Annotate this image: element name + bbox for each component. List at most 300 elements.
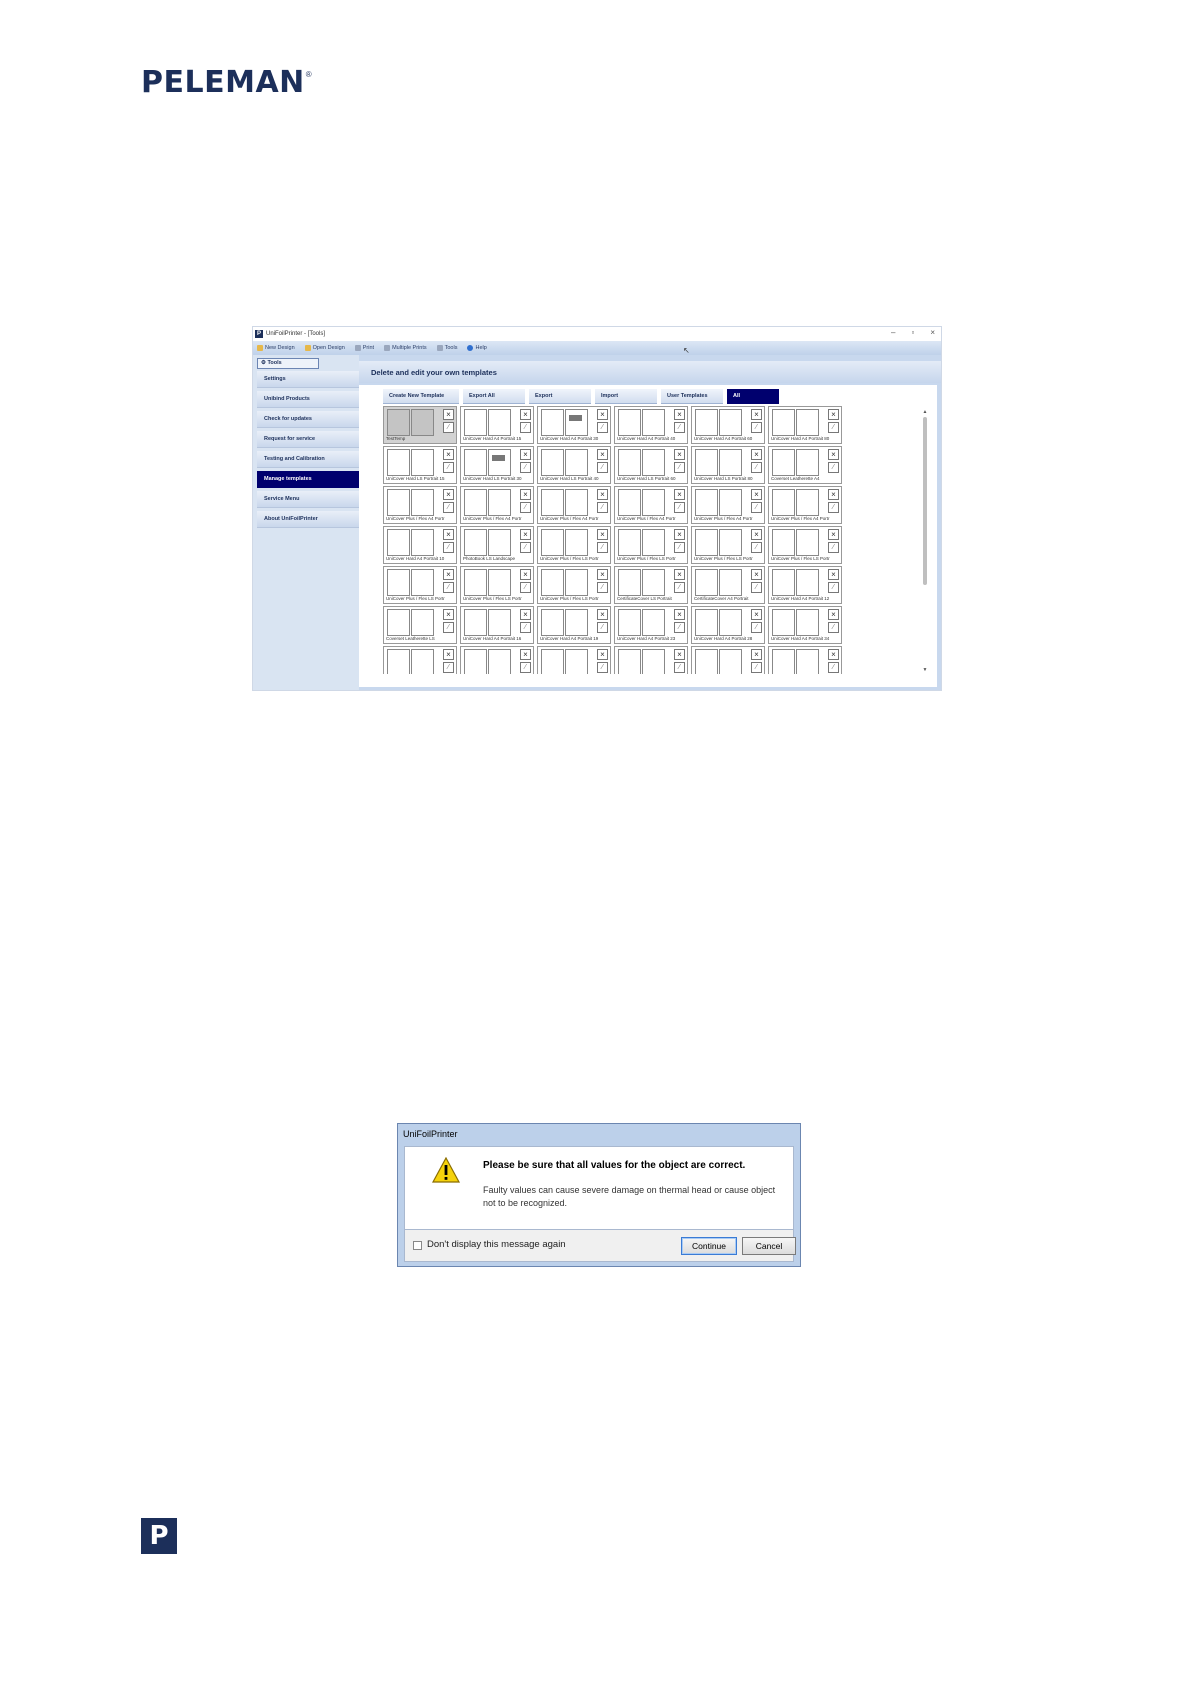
cover-page-right	[565, 529, 588, 556]
delete-template-icon[interactable]: ×	[674, 409, 685, 420]
continue-button[interactable]: Continue	[681, 1237, 737, 1255]
template-tile[interactable]	[614, 606, 688, 644]
cover-page-left	[541, 649, 564, 674]
cover-page-left	[387, 529, 410, 556]
template-label: UniCover Hard A4 Portrait 10	[386, 556, 445, 561]
menu-help[interactable]: Help	[467, 345, 486, 351]
cover-page-right	[796, 409, 819, 436]
minimize-icon[interactable]: –	[891, 328, 896, 337]
edit-template-icon[interactable]: ⁄	[751, 622, 762, 633]
content-heading: Delete and edit your own templates	[359, 361, 942, 383]
template-label: UniCover Hard A4 Portrait 12	[771, 596, 830, 601]
template-tile[interactable]	[691, 646, 765, 674]
templates-panel	[359, 385, 937, 687]
menu-bar	[253, 341, 941, 355]
mouse-cursor-icon: ↖	[683, 346, 690, 355]
edit-template-icon[interactable]: ⁄	[520, 662, 531, 673]
template-label: UniCover Hard A4 Portrait 28	[694, 636, 753, 641]
template-label: UniCover Hard A4 Portrait 15	[463, 436, 522, 441]
sidebar-item[interactable]: About UniFoilPrinter	[257, 511, 359, 528]
scrollbar[interactable]	[921, 409, 929, 673]
template-tile[interactable]	[383, 486, 457, 524]
template-tile[interactable]	[614, 646, 688, 674]
warning-icon	[432, 1157, 460, 1183]
cover-page-right	[719, 569, 742, 596]
delete-template-icon[interactable]: ×	[751, 649, 762, 660]
template-label: CertificateCover A4 Portrait	[694, 596, 749, 601]
cover-page-right	[488, 649, 511, 674]
template-tabs	[383, 389, 779, 404]
template-label: UniCover Hard LS Portrait 15	[386, 476, 445, 481]
edit-template-icon[interactable]: ⁄	[520, 502, 531, 513]
cover-page-right	[411, 609, 434, 636]
template-label: UniCover Hard A4 Portrait 30	[540, 436, 599, 441]
delete-template-icon[interactable]: ×	[597, 529, 608, 540]
edit-template-icon[interactable]: ⁄	[597, 662, 608, 673]
edit-template-icon[interactable]: ⁄	[597, 582, 608, 593]
delete-template-icon[interactable]: ×	[751, 489, 762, 500]
template-tile[interactable]	[768, 646, 842, 674]
cover-page-right	[796, 569, 819, 596]
cover-page-right	[796, 489, 819, 516]
template-tile[interactable]	[460, 606, 534, 644]
template-label: UniCover Plus / Flex LS Portr	[540, 556, 599, 561]
template-label: UniCover Plus / Flex LS Portr	[463, 596, 522, 601]
cover-page-right	[796, 449, 819, 476]
cover-page-right	[488, 449, 511, 476]
warning-dialog	[397, 1123, 801, 1267]
template-tile[interactable]	[537, 406, 611, 444]
delete-template-icon[interactable]: ×	[751, 409, 762, 420]
cover-page-left	[464, 449, 487, 476]
template-label: UniCover Plus / Flex A4 Portr	[386, 516, 445, 521]
cover-page-right	[796, 609, 819, 636]
template-tile[interactable]	[383, 646, 457, 674]
edit-template-icon[interactable]: ⁄	[828, 422, 839, 433]
delete-template-icon[interactable]: ×	[828, 489, 839, 500]
cover-page-left	[772, 569, 795, 596]
close-icon[interactable]: ×	[930, 328, 935, 337]
cover-page-left	[541, 449, 564, 476]
content-area	[359, 355, 942, 691]
cover-page-left	[772, 609, 795, 636]
template-tile[interactable]	[460, 446, 534, 484]
template-label: UniCover Plus / Flex A4 Portr	[617, 516, 676, 521]
cover-page-right	[565, 649, 588, 674]
delete-template-icon[interactable]: ×	[751, 449, 762, 460]
edit-template-icon[interactable]: ⁄	[597, 622, 608, 633]
cover-page-left	[618, 609, 641, 636]
delete-template-icon[interactable]: ×	[751, 569, 762, 580]
template-tile[interactable]	[383, 526, 457, 564]
cover-page-right	[642, 569, 665, 596]
cover-page-left	[464, 409, 487, 436]
cover-page-left	[695, 529, 718, 556]
template-tile[interactable]	[383, 406, 457, 444]
window-title: UniFoilPrinter - [Tools]	[266, 331, 326, 337]
template-tile[interactable]	[460, 526, 534, 564]
cover-page-right	[719, 489, 742, 516]
delete-template-icon[interactable]: ×	[597, 409, 608, 420]
template-tile[interactable]	[768, 526, 842, 564]
menu-tools[interactable]: Tools	[437, 345, 458, 351]
cover-page-right	[642, 609, 665, 636]
template-tile[interactable]	[614, 486, 688, 524]
delete-template-icon[interactable]: ×	[443, 489, 454, 500]
help-icon	[467, 345, 473, 351]
delete-template-icon[interactable]: ×	[674, 569, 685, 580]
edit-template-icon[interactable]: ⁄	[751, 502, 762, 513]
scrollbar-thumb[interactable]	[923, 417, 927, 585]
delete-template-icon[interactable]: ×	[674, 529, 685, 540]
sidebar-item[interactable]: Settings	[257, 371, 359, 388]
edit-template-icon[interactable]: ⁄	[751, 662, 762, 673]
logo-text: PELEMAN	[141, 65, 305, 100]
template-tile[interactable]	[768, 486, 842, 524]
template-tile[interactable]	[537, 446, 611, 484]
cover-page-left	[772, 649, 795, 674]
delete-template-icon[interactable]: ×	[520, 449, 531, 460]
cover-page-left	[387, 449, 410, 476]
cover-page-left	[387, 409, 410, 436]
cancel-button[interactable]: Cancel	[742, 1237, 796, 1255]
app-window-screenshot	[252, 326, 942, 691]
cover-page-left	[772, 409, 795, 436]
dont-display-checkbox[interactable]	[413, 1241, 422, 1250]
edit-template-icon[interactable]: ⁄	[674, 422, 685, 433]
delete-template-icon[interactable]: ×	[443, 529, 454, 540]
delete-template-icon[interactable]: ×	[443, 649, 454, 660]
title-bar	[253, 327, 941, 341]
delete-template-icon[interactable]: ×	[828, 409, 839, 420]
delete-template-icon[interactable]: ×	[520, 569, 531, 580]
template-label: UniCover Hard A4 Portrait 16	[463, 636, 522, 641]
cover-page-left	[618, 569, 641, 596]
sidebar-item[interactable]: Request for service	[257, 431, 359, 448]
template-tile[interactable]	[768, 406, 842, 444]
cover-page-left	[695, 489, 718, 516]
template-tile[interactable]	[691, 526, 765, 564]
sidebar-item[interactable]: Unibind Products	[257, 391, 359, 408]
cover-page-right	[719, 529, 742, 556]
delete-template-icon[interactable]: ×	[674, 609, 685, 620]
app-icon: P	[256, 331, 261, 337]
template-label: TestTemp	[386, 436, 406, 441]
cover-page-right	[488, 609, 511, 636]
template-tile[interactable]	[383, 566, 457, 604]
cover-page-left	[695, 409, 718, 436]
edit-template-icon[interactable]: ⁄	[443, 502, 454, 513]
cover-page-left	[618, 409, 641, 436]
menu-new-design[interactable]: New Design	[257, 345, 295, 351]
edit-template-icon[interactable]: ⁄	[443, 582, 454, 593]
template-tile[interactable]	[460, 646, 534, 674]
cover-page-left	[772, 529, 795, 556]
dialog-title: UniFoilPrinter	[403, 1129, 458, 1139]
logo-registered-mark: ®	[305, 70, 312, 79]
cover-page-left	[618, 529, 641, 556]
cover-page-left	[618, 649, 641, 674]
peleman-p-mark: P	[141, 1518, 177, 1554]
scroll-up-icon[interactable]: ▲	[922, 409, 928, 415]
template-tile[interactable]	[537, 606, 611, 644]
edit-template-icon[interactable]: ⁄	[674, 582, 685, 593]
template-tile[interactable]	[383, 446, 457, 484]
cover-page-left	[541, 489, 564, 516]
template-label: Coverset Leatherette A4	[771, 476, 820, 481]
edit-template-icon[interactable]: ⁄	[443, 662, 454, 673]
template-label: PhotoBook LS Landscape	[463, 556, 516, 561]
template-tab[interactable]: User Templates	[661, 389, 723, 404]
delete-template-icon[interactable]: ×	[443, 449, 454, 460]
edit-template-icon[interactable]: ⁄	[520, 422, 531, 433]
dialog-message: Please be sure that all values for the object are correct.	[483, 1160, 746, 1171]
template-tile[interactable]	[768, 606, 842, 644]
template-tile[interactable]	[614, 526, 688, 564]
cover-page-right	[719, 449, 742, 476]
dialog-footer	[404, 1230, 794, 1262]
template-label: UniCover Hard A4 Portrait 23	[617, 636, 676, 641]
cover-page-right	[719, 609, 742, 636]
delete-template-icon[interactable]: ×	[443, 569, 454, 580]
delete-template-icon[interactable]: ×	[597, 449, 608, 460]
delete-template-icon[interactable]: ×	[751, 529, 762, 540]
cover-page-left	[464, 529, 487, 556]
template-tile[interactable]	[691, 446, 765, 484]
delete-template-icon[interactable]: ×	[828, 569, 839, 580]
cover-page-left	[464, 569, 487, 596]
template-label: UniCover Hard A4 Portrait 34	[771, 636, 830, 641]
cover-page-left	[541, 529, 564, 556]
peleman-logo	[141, 66, 312, 100]
edit-template-icon[interactable]: ⁄	[828, 662, 839, 673]
edit-template-icon[interactable]: ⁄	[828, 582, 839, 593]
edit-template-icon[interactable]: ⁄	[520, 622, 531, 633]
edit-template-icon[interactable]: ⁄	[828, 542, 839, 553]
template-tile[interactable]	[614, 566, 688, 604]
cover-page-right	[488, 529, 511, 556]
foil-area	[569, 415, 582, 421]
template-label: UniCover Plus / Flex A4 Portr	[771, 516, 830, 521]
maximize-icon[interactable]: ▫	[911, 328, 915, 337]
sidebar-item[interactable]: Manage templates	[257, 471, 359, 488]
delete-template-icon[interactable]: ×	[828, 649, 839, 660]
delete-template-icon[interactable]: ×	[828, 449, 839, 460]
delete-template-icon[interactable]: ×	[597, 649, 608, 660]
edit-template-icon[interactable]: ⁄	[443, 462, 454, 473]
edit-template-icon[interactable]: ⁄	[597, 502, 608, 513]
cover-page-left	[695, 449, 718, 476]
cover-page-right	[565, 609, 588, 636]
template-tile[interactable]	[537, 566, 611, 604]
cover-page-left	[387, 649, 410, 674]
cover-page-right	[488, 569, 511, 596]
template-tile[interactable]	[691, 406, 765, 444]
cover-page-right	[642, 649, 665, 674]
template-label: UniCover Hard A4 Portrait 40	[617, 436, 676, 441]
template-tile[interactable]	[537, 646, 611, 674]
template-tile[interactable]	[768, 446, 842, 484]
cover-page-right	[642, 529, 665, 556]
template-label: UniCover Hard LS Portrait 60	[617, 476, 676, 481]
template-tile[interactable]	[691, 606, 765, 644]
cover-page-left	[464, 609, 487, 636]
cover-page-left	[695, 609, 718, 636]
template-tile[interactable]	[460, 406, 534, 444]
cover-page-left	[387, 609, 410, 636]
edit-template-icon[interactable]: ⁄	[674, 462, 685, 473]
cover-page-left	[541, 409, 564, 436]
edit-template-icon[interactable]: ⁄	[597, 422, 608, 433]
delete-template-icon[interactable]: ×	[751, 609, 762, 620]
cover-page-right	[411, 649, 434, 674]
template-label: UniCover Plus / Flex A4 Portr	[694, 516, 753, 521]
menu-multiple-prints[interactable]: Multiple Prints	[384, 345, 427, 351]
cover-page-right	[796, 649, 819, 674]
delete-template-icon[interactable]: ×	[674, 449, 685, 460]
edit-template-icon[interactable]: ⁄	[828, 502, 839, 513]
template-tile[interactable]	[691, 566, 765, 604]
cover-page-right	[488, 489, 511, 516]
dont-display-label: Don't display this message again	[427, 1239, 566, 1250]
delete-template-icon[interactable]: ×	[520, 409, 531, 420]
edit-template-icon[interactable]: ⁄	[520, 542, 531, 553]
delete-template-icon[interactable]: ×	[674, 649, 685, 660]
sidebar-item[interactable]: Service Menu	[257, 491, 359, 508]
cover-page-left	[695, 649, 718, 674]
template-tile[interactable]	[460, 566, 534, 604]
menu-print[interactable]: Print	[355, 345, 374, 351]
template-tile[interactable]	[691, 486, 765, 524]
template-tile[interactable]	[383, 606, 457, 644]
delete-template-icon[interactable]: ×	[520, 529, 531, 540]
edit-template-icon[interactable]: ⁄	[751, 582, 762, 593]
cover-page-left	[618, 489, 641, 516]
edit-template-icon[interactable]: ⁄	[674, 542, 685, 553]
template-label: UniCover Plus / Flex LS Portr	[617, 556, 676, 561]
edit-template-icon[interactable]: ⁄	[751, 542, 762, 553]
multiple-prints-icon	[384, 345, 390, 351]
edit-template-icon[interactable]: ⁄	[751, 462, 762, 473]
template-tab[interactable]: Create New Template	[383, 389, 459, 404]
delete-template-icon[interactable]: ×	[443, 609, 454, 620]
template-label: UniCover Plus / Flex LS Portr	[540, 596, 599, 601]
edit-template-icon[interactable]: ⁄	[520, 582, 531, 593]
cover-page-right	[796, 529, 819, 556]
template-tab[interactable]: Export All	[463, 389, 525, 404]
cover-page-right	[719, 409, 742, 436]
cover-page-right	[411, 569, 434, 596]
cover-page-left	[772, 489, 795, 516]
template-tab[interactable]: Export	[529, 389, 591, 404]
delete-template-icon[interactable]: ×	[674, 489, 685, 500]
edit-template-icon[interactable]: ⁄	[674, 622, 685, 633]
edit-template-icon[interactable]: ⁄	[828, 622, 839, 633]
delete-template-icon[interactable]: ×	[597, 489, 608, 500]
print-icon	[355, 345, 361, 351]
cover-page-right	[642, 489, 665, 516]
template-label: UniCover Plus / Flex A4 Portr	[463, 516, 522, 521]
cover-page-right	[411, 489, 434, 516]
cover-page-right	[565, 569, 588, 596]
delete-template-icon[interactable]: ×	[520, 489, 531, 500]
template-label: UniCover Plus / Flex LS Portr	[694, 556, 753, 561]
edit-template-icon[interactable]: ⁄	[674, 502, 685, 513]
cover-page-right	[642, 409, 665, 436]
delete-template-icon[interactable]: ×	[520, 649, 531, 660]
cover-page-left	[541, 609, 564, 636]
cover-page-left	[618, 449, 641, 476]
template-tile[interactable]	[460, 486, 534, 524]
template-label: UniCover Hard A4 Portrait 80	[771, 436, 830, 441]
template-tab[interactable]: Import	[595, 389, 657, 404]
template-label: CertificateCover LS Portrait	[617, 596, 672, 601]
delete-template-icon[interactable]: ×	[828, 529, 839, 540]
menu-open-design[interactable]: Open Design	[305, 345, 345, 351]
edit-template-icon[interactable]: ⁄	[520, 462, 531, 473]
delete-template-icon[interactable]: ×	[597, 569, 608, 580]
template-tile[interactable]	[768, 566, 842, 604]
template-tile[interactable]	[537, 486, 611, 524]
edit-template-icon[interactable]: ⁄	[597, 542, 608, 553]
delete-template-icon[interactable]: ×	[597, 609, 608, 620]
dialog-body	[404, 1146, 794, 1230]
template-label: UniCover Plus / Flex LS Portr	[386, 596, 445, 601]
foil-area	[492, 455, 505, 461]
edit-template-icon[interactable]: ⁄	[828, 462, 839, 473]
template-label: UniCover Hard A4 Portrait 60	[694, 436, 753, 441]
cover-page-left	[387, 489, 410, 516]
window-controls	[891, 328, 935, 337]
cover-page-right	[411, 449, 434, 476]
template-label: UniCover Hard LS Portrait 40	[540, 476, 599, 481]
edit-template-icon[interactable]: ⁄	[751, 422, 762, 433]
edit-template-icon[interactable]: ⁄	[443, 542, 454, 553]
cover-page-left	[464, 649, 487, 674]
template-tile[interactable]	[614, 446, 688, 484]
tools-icon	[437, 345, 443, 351]
cover-page-right	[488, 409, 511, 436]
template-tab[interactable]: All	[727, 389, 779, 404]
cover-page-left	[772, 449, 795, 476]
edit-template-icon[interactable]: ⁄	[443, 422, 454, 433]
sidebar-item[interactable]: Check for updates	[257, 411, 359, 428]
template-label: UniCover Hard LS Portrait 30	[463, 476, 522, 481]
sidebar-item[interactable]: Testing and Calibration	[257, 451, 359, 468]
delete-template-icon[interactable]: ×	[828, 609, 839, 620]
cover-page-right	[565, 449, 588, 476]
cover-page-right	[642, 449, 665, 476]
cover-page-right	[411, 529, 434, 556]
delete-template-icon[interactable]: ×	[520, 609, 531, 620]
template-label: Coverset Leatherette LS	[386, 636, 435, 641]
cover-page-left	[464, 489, 487, 516]
scroll-down-icon[interactable]: ▼	[922, 667, 928, 673]
template-label: UniCover Plus / Flex A4 Portr	[540, 516, 599, 521]
cover-page-right	[719, 649, 742, 674]
template-tile[interactable]	[537, 526, 611, 564]
template-label: UniCover Hard A4 Portrait 19	[540, 636, 599, 641]
cover-page-left	[387, 569, 410, 596]
tools-tab[interactable]: ⚙ Tools	[257, 358, 319, 369]
edit-template-icon[interactable]: ⁄	[597, 462, 608, 473]
edit-template-icon[interactable]: ⁄	[674, 662, 685, 673]
template-tile[interactable]	[614, 406, 688, 444]
template-label: UniCover Hard LS Portrait 80	[694, 476, 753, 481]
cover-page-right	[565, 489, 588, 516]
edit-template-icon[interactable]: ⁄	[443, 622, 454, 633]
delete-template-icon[interactable]: ×	[443, 409, 454, 420]
